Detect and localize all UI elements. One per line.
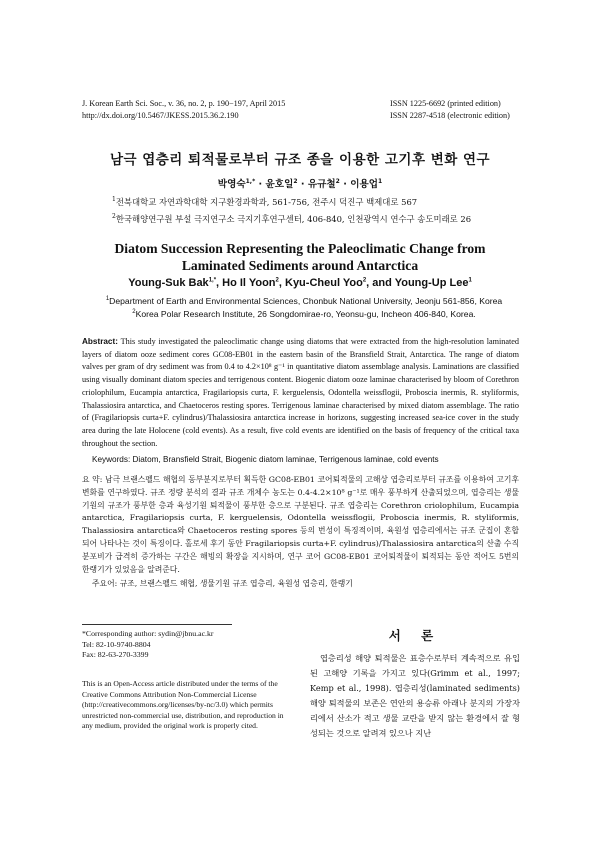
english-affiliation-2 bbox=[84, 309, 524, 319]
korean-title: 남극 엽층리 퇴적물로부터 규조 종을 이용한 고기후 변화 연구 bbox=[109, 152, 491, 168]
author-superscript: 1 bbox=[468, 277, 472, 284]
introduction-text bbox=[310, 651, 520, 741]
english-title bbox=[0, 240, 600, 274]
korean-affiliation-2 bbox=[112, 213, 471, 225]
korean-author: 유규철 bbox=[307, 179, 336, 190]
korean-keywords-text: 규조, 브랜스펠드 해협, 생물기원 규조 엽층리, 육원성 엽층리, 한랭기 bbox=[119, 579, 353, 588]
keywords-text: Diatom, Bransfield Strait, Biogenic diatom laminae, Terrigenous laminae, cold events bbox=[132, 455, 439, 464]
footnote-divider bbox=[82, 624, 232, 625]
english-title-line: Diatom Succession Representing the Paleoclimatic Change from bbox=[114, 241, 486, 256]
korean-author: 윤호일 bbox=[265, 179, 294, 190]
doi-link[interactable]: http://dx.doi.org/10.5467/JKESS.2015.36.2.190 bbox=[82, 111, 239, 120]
english-author: Kyu-Cheul Yoo bbox=[285, 277, 363, 289]
korean-abstract bbox=[82, 474, 519, 576]
license-notice: This is an Open-Access article distributed under the terms of the Creative Commons Attribution Non-Commercial License (http://creativecommons.org/licenses/by-nc/3.0) which permits unrestricted non-commercial use, distribution, and reproduction in any medium, provided the original work is properly cited. bbox=[82, 679, 284, 731]
korean-abstract-label: 요 약: bbox=[82, 475, 103, 484]
affiliation-superscript: 2 bbox=[132, 309, 136, 316]
corresponding-email[interactable]: *Corresponding author: sydin@jbnu.ac.kr bbox=[82, 629, 214, 638]
korean-author: 이용업 bbox=[350, 179, 378, 190]
korean-affiliation-1 bbox=[112, 196, 417, 208]
issn-print: ISSN 1225-6692 (printed edition) bbox=[390, 99, 501, 108]
korean-author: 박영숙 bbox=[217, 179, 246, 190]
korean-abstract-text: 남극 브랜스펠드 해협의 동부분지로부터 획득한 GC08-EB01 코어퇴적물의 고해상 엽층리로부터 규조를 이용하여 고기후변화를 연구하였다. 규조 정량 분석의 결과 규조 개체수 농도는 0.4-4.2×10⁸ g⁻¹로 매우 풍부하게 산출되었으며, 엽층리는 생물기원의 규조가 풍부한 층과 육성기원 퇴적물이 풍부한 층으로 구분된다. 규조 엽층리는 Corethron criolophilum, Eucampia antarctica, Fragilariopsis curta, F. kerguelensis, Odontella weissflogii, Proboscia inermis, R. styliformis, Thalassiosira antarctica와 Chaetoceros resting spores 등의 번성이 특징적이며, 육원성 엽층리에서는 규조 군집이 혼합되어 나타나는 것이 특징이다. 홀로세 후기 동안 Fragilariopsis curta+F. cylindrus)/Thalassiosira antarctica의 산출 수직 분포비가 급격히 증가하는 구간은 해빙의 확장을 지시하며, 연구 코어 GC08-EB01 코어퇴적물이 퇴적되는 동안 적어도 5번의 한랭기가 있었음을 알려준다. bbox=[82, 475, 519, 574]
affiliation-text: 전북대학교 자연과학대학 지구환경과학과, 561-756, 전주시 덕진구 백제대로 567 bbox=[115, 197, 418, 207]
english-abstract bbox=[82, 336, 519, 450]
introduction-paragraph: 엽층리성 해양 퇴적물은 표층수로부터 계속적으로 유입된 고해양 기록을 가지고 있다(Grimm et al., 1997; Kemp et al., 1998). 엽층리성(laminated sediments) 해양 퇴적물의 보존은 연안의 용승류 아래나 분지의 가장자리에서 산소가 적고 생물 교란을 받지 않는 환경에서 잘 형성되는 것으로 알려져 있으나 지난 bbox=[310, 653, 520, 738]
author-superscript: 2 bbox=[275, 277, 279, 284]
section-heading-introduction: 서 론 bbox=[388, 628, 442, 643]
corresponding-fax: Fax: 82-63-270-3399 bbox=[82, 650, 149, 659]
english-title-line: Laminated Sediments around Antarctica bbox=[181, 258, 419, 273]
english-authors: Young-Suk Bak$^{1,*}$, Ho Il Yoon$^2$, Kyu-Cheul Yoo$^2$, and Young-Up Lee$^1$ bbox=[128, 277, 472, 289]
author-superscript: 1 bbox=[378, 177, 383, 185]
author-separator: · bbox=[255, 179, 266, 190]
author-superscript: 2 bbox=[335, 177, 340, 185]
affiliation-text: Department of Earth and Environmental Sciences, Chonbuk National University, Jeonju 561-856, Korea bbox=[109, 296, 503, 306]
author-superscript: 2 bbox=[293, 177, 298, 185]
affiliation-superscript: 1 bbox=[105, 296, 110, 303]
english-keywords bbox=[92, 455, 520, 464]
author-separator: · bbox=[339, 179, 351, 190]
korean-keywords-label: 주요어: bbox=[92, 579, 118, 588]
abstract-label: Abstract: bbox=[82, 337, 118, 346]
affiliation-text: Korea Polar Research Institute, 26 Songdomirae-ro, Yeonsu-gu, Incheon 406-840, Korea. bbox=[135, 309, 476, 319]
corresponding-tel: Tel: 82-10-9740-8804 bbox=[82, 639, 151, 649]
english-author: Young-Suk Bak bbox=[128, 277, 209, 289]
korean-authors bbox=[0, 176, 600, 190]
corresponding-author-footnote bbox=[82, 629, 282, 661]
issn-electronic: ISSN 2287-4518 (electronic edition) bbox=[390, 111, 510, 120]
english-author: Ho Il Yoon bbox=[222, 277, 276, 289]
journal-citation: J. Korean Earth Sci. Soc., v. 36, no. 2, p. 190−197, April 2015 bbox=[82, 99, 286, 108]
english-author: Young-Up Lee bbox=[394, 277, 469, 289]
author-superscript: 2 bbox=[362, 277, 367, 284]
author-separator: · bbox=[297, 179, 308, 190]
author-superscript: 1,* bbox=[208, 277, 217, 284]
issn-block bbox=[390, 98, 510, 122]
affiliation-superscript: 1 bbox=[112, 196, 116, 204]
keywords-label: Keywords: bbox=[92, 455, 131, 464]
korean-keywords bbox=[92, 578, 520, 589]
abstract-text: This study investigated the paleoclimatic change using diatoms that were extracted from the high-resolution laminated layers of diatom ooze sediment cores GC08-EB01 in the eastern basin of the Bransfield Strait, Antarctica. The range of diatom valves per gram of dry sediment was from 0.4 to 4.2×10⁸ g⁻¹ in quantitative diatom assemblage analysis. Laminations are classified using visually dominant diatom species and terrigenous content. Biogenic diatom ooze laminae characterised by bloom of Corethron criolophilum, Eucampia antarctica, Fragilariopsis curta, F. kerguelensis, Odontella weissflogii, Proboscia inermis, R. styliformis, Thalassiosira antarctica, and Chaetoceros resting spores. Terrigenous laminae characterised by mixed diatom assemblage. The ratio of (Fragilariopsis curta+F. cylindrus)/Thalassiosira antarctica increase in horizons, suggesting increased sea-ice cover in the study area during the late Holocene (cold events). As a result, five cold events are identified on the basis of frequency of the critical taxa throughout the section. bbox=[82, 337, 519, 448]
english-affiliation-1 bbox=[84, 296, 524, 306]
affiliation-text: 한국해양연구원 부설 극지연구소 극지기후연구센터, 406-840, 인천광역시 연수구 송도미래로 26 bbox=[115, 214, 472, 224]
affiliation-superscript: 2 bbox=[112, 213, 116, 221]
author-superscript: 1,* bbox=[245, 177, 256, 185]
journal-citation-block bbox=[82, 98, 285, 122]
